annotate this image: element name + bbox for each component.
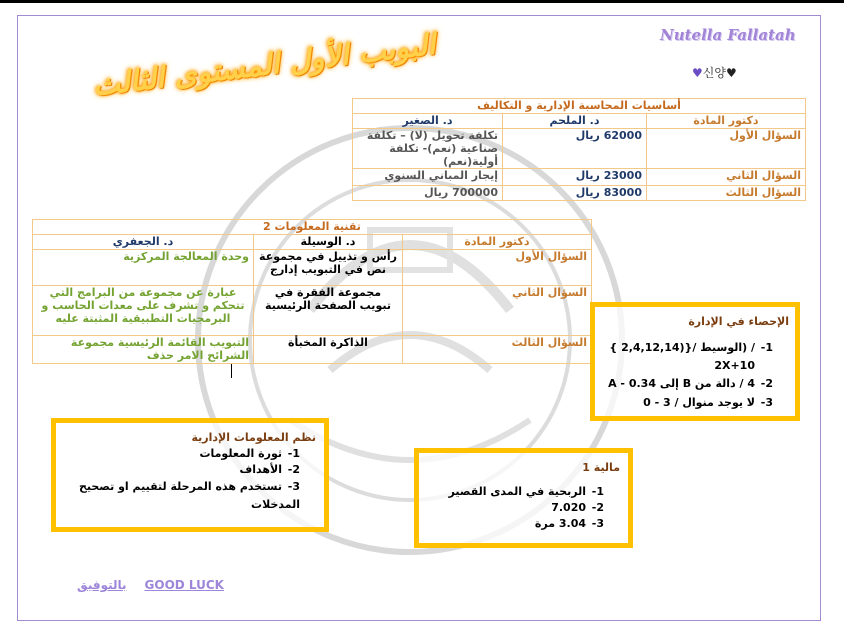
good-luck-text: GOOD LUCK: [144, 578, 224, 592]
row-label: السؤال الثالث: [647, 186, 806, 201]
top-rule: [0, 0, 844, 3]
item-text: 3.04 مرة: [534, 517, 586, 530]
item-number: 1-: [287, 447, 300, 460]
header-cell: دكتور المادة: [403, 235, 592, 250]
header-cell: دكتور المادة: [647, 114, 806, 129]
black-heart-icon: ♥: [725, 65, 737, 80]
list-item: [601, 338, 773, 357]
answer-list: [601, 338, 789, 412]
box-title: مالية 1: [582, 461, 620, 474]
purple-heart-icon: ♥: [692, 65, 703, 80]
item-text: لا يوجد منوال / 3 - 0: [643, 396, 755, 409]
item-text: ثورة المعلومات: [199, 447, 282, 460]
table-cell: الذاكرة المخبأة: [254, 336, 403, 364]
row-label: السؤال الأول: [647, 129, 806, 169]
row-label: السؤال الثاني: [403, 286, 592, 336]
item-text: 7.020: [551, 501, 586, 514]
item-number: 3-: [591, 517, 604, 530]
stats-answer-box: [590, 302, 800, 421]
list-item: [601, 357, 773, 374]
hearts-tag: [692, 64, 737, 81]
item-number: 2-: [760, 377, 773, 390]
table-cell: وحدة المعالجة المركزية: [33, 250, 254, 286]
table-caption: تقنية المعلومات 2: [33, 220, 592, 235]
list-item: [427, 516, 604, 532]
item-number: 3-: [287, 480, 300, 493]
header-cell: د. الملحم: [503, 114, 647, 129]
table-cell: رأس و تذييل في مجموعة نص في التبويب إدارج: [254, 250, 403, 286]
table-cell: مجموعة الفقرة في تبويب الصفحة الرئيسية: [254, 286, 403, 336]
item-number: 1-: [760, 341, 773, 354]
item-text: الأهداف: [239, 463, 282, 476]
item-number: 2-: [591, 501, 604, 514]
author-signature: Nutella Fallatah: [660, 26, 796, 44]
item-text: الوسيط /{(2,4,12,14 }) /: [609, 341, 755, 354]
table-cell: التبويب القائمة الرئيسية مجموعة الشرائح الامر حذف: [33, 336, 254, 364]
table-cell: تكلفة تحويل (لا) – تكلفة صناعية (نعم)- تكلفة أولية(نعم): [353, 129, 503, 169]
box-title: نظم المعلومات الإدارية: [191, 431, 316, 444]
list-item: [64, 446, 300, 462]
row-label: السؤال الثالث: [403, 336, 592, 364]
list-item: [64, 478, 300, 514]
table-cell: 62000 ريال: [503, 129, 647, 169]
text-cursor: [231, 364, 232, 378]
it-table: [32, 219, 592, 364]
header-cell: د. الجعفري: [33, 235, 254, 250]
list-item: [601, 374, 773, 393]
answer-list: [64, 446, 316, 514]
table-caption: أساسيات المحاسبة الإدارية و التكاليف: [353, 99, 806, 114]
answer-list: [427, 484, 620, 532]
list-item: [601, 393, 773, 412]
row-label: السؤال الأول: [403, 250, 592, 286]
item-number: 2-: [287, 463, 300, 476]
finance-answer-box: [414, 448, 633, 548]
footer-wishes: [77, 578, 242, 592]
row-label: السؤال الثاني: [647, 169, 806, 186]
item-text: الربحية في المدى القصير: [448, 485, 586, 498]
header-cell: د. الوسيلة: [254, 235, 403, 250]
item-number: 3-: [760, 396, 773, 409]
table-cell: إيجار المباني السنوي: [353, 169, 503, 186]
accounting-table: [352, 98, 806, 201]
table-cell: 700000 ريال: [353, 186, 503, 201]
list-item: [427, 500, 604, 516]
item-text: تستخدم هذه المرحلة لتقييم او تصحيح المدخلات: [78, 480, 300, 511]
table-cell: عبارة عن مجموعة من البرامج التي تتحكم و تشرف على معدات الحاسب و البرمجيات التطبيقية المثبتة عليه: [33, 286, 254, 336]
arabic-wish: بالتوفيق: [77, 578, 127, 592]
table-cell: 23000 ريال: [503, 169, 647, 186]
mis-answer-box: [51, 418, 329, 532]
item-text: 4 / دالة من B إلى A - 0.34: [608, 377, 755, 390]
list-item: [427, 484, 604, 500]
item-text: 2X+10: [714, 359, 755, 372]
hearts-text: 신양: [702, 66, 726, 80]
list-item: [64, 462, 300, 478]
box-title: الإحصاء في الإدارة: [688, 315, 789, 328]
item-number: 1-: [591, 485, 604, 498]
table-cell: 83000 ريال: [503, 186, 647, 201]
wordart-banner: البوبب الأول المستوى الثالث: [90, 26, 438, 103]
header-cell: د. الصغير: [353, 114, 503, 129]
